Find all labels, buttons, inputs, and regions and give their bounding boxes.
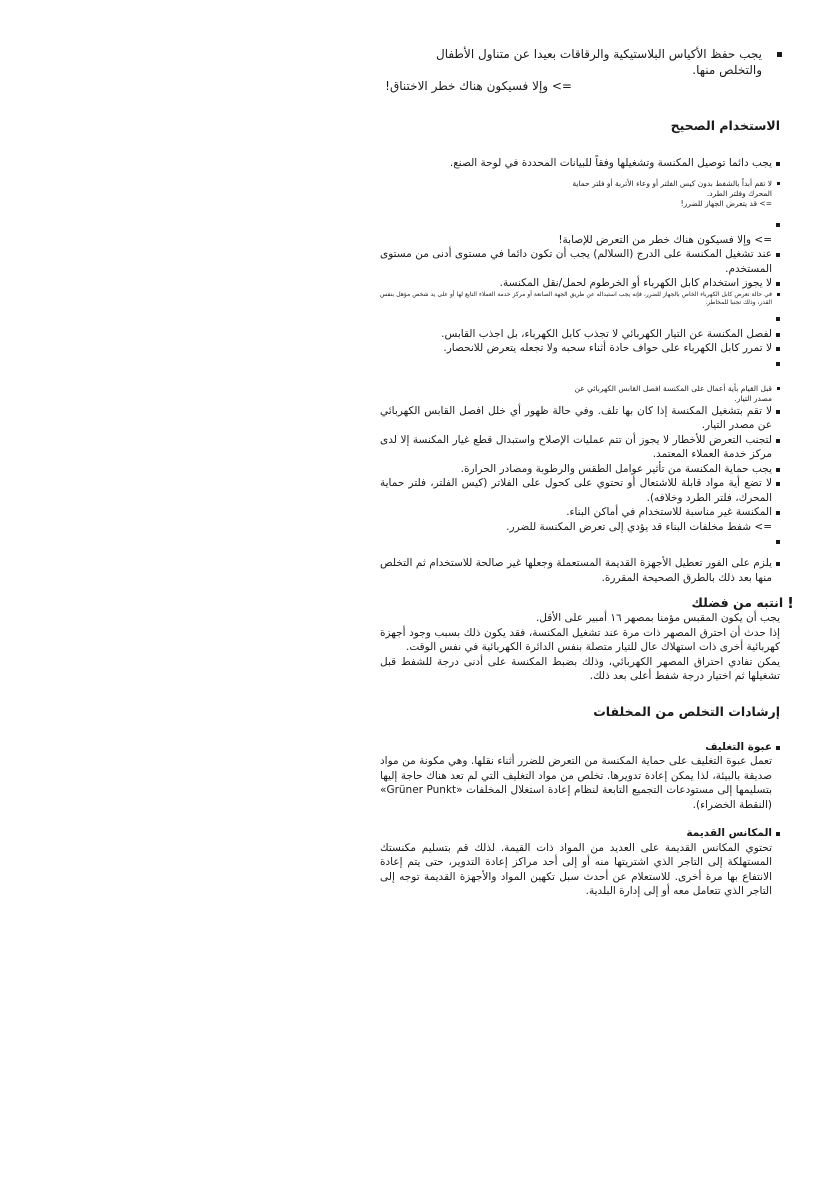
- correct-use-item-10: لا تمرر كابل الكهرباء على حواف حادة أثناء سحبه ولا تجعله يتعرض للانحصار.: [380, 341, 780, 356]
- item-12-line-a: قبل القيام بأية أعمال على المكنسة افصل القابس الكهربائي عن: [574, 383, 772, 393]
- exclamation-icon: !: [787, 594, 794, 612]
- disposal-heading: إرشادات التخلص من المخلفات: [593, 703, 780, 719]
- item-12-line-b: مصدر التيار.: [734, 393, 772, 403]
- intro-line-3: => وإلا فسيكون هناك خطر الاختناق!: [385, 79, 572, 93]
- packaging-text: تعمل عبوة التغليف على حماية المكنسة من التعرض للضرر أثناء نقلها. وهي مكونة من مواد صديقة بالبيئة، لذا يمكن إعادة تدويرها. تخلص من مواد التغليف التي لم تعد هناك حاجة إليها بتسليمها إلى مستودعات التجميع التابعة لنظام إعادة استغلال المخلفات «Grüner Punkt» (النقطة الخضراء).: [380, 755, 772, 811]
- intro-bullet: [380, 46, 780, 94]
- correct-use-empty-bullet-4: [380, 534, 780, 544]
- item-2-line-b: المحرك وفلتر الطرد.: [706, 188, 772, 198]
- item-2-line-c: => قد يتعرض الجهاز للضرر!: [680, 198, 772, 208]
- correct-use-empty-bullet-3: [380, 356, 780, 366]
- correct-use-empty-bullet-1: [380, 217, 780, 227]
- correct-use-item-7: في حالة تعرض كابل الكهرباء الخاص بالجهاز للضرر، فإنه يجب استبداله عن طريق الجهة الصانعة أو مركز خدمة العملاء التابع لها أو على يد شخص مؤهل بنفس القدر، وذلك تجنبا للمخاطر.: [380, 291, 780, 307]
- attention-paragraph-3: يمكن تفادي احتراق المصهر الكهربائي، وذلك بضبط المكنسة على أدنى درجة للشفط قبل تشغيلها ثم اختيار درجة شفط أعلى بعد ذلك.: [380, 655, 780, 682]
- correct-use-heading: الاستخدام الصحيح: [670, 118, 780, 133]
- correct-use-item-1: يجب دائما توصيل المكنسة وتشغيلها وفقاً للبيانات المحددة في لوحة الصنع.: [380, 156, 780, 171]
- old-devices-text: تحتوي المكانس القديمة على العديد من المواد ذات القيمة. لذلك قم بتسليم مكنستك المستهلكة إلى التاجر الذي اشتريتها منه أو إلى أحد مراكز إعادة التدوير، حتى يتم إعادة الانتفاع بها مرة أخرى. للاستعلام عن أحدث سبل تكهين المواد والأجهزة القديمة توجه إلى التاجر الذي تتعامل معه أو إلى إدارة البلدية.: [380, 841, 772, 897]
- attention-paragraph-1: يجب أن يكون المقبس مؤمنا بمصهر ١٦ أمبير على الأقل.: [535, 612, 780, 624]
- attention-paragraph-2: إذا حدث أن احترق المصهر ذات مرة عند تشغيل المكنسة، فقد يكون ذلك بسبب وجود أجهزة كهربائية أخرى ذات استهلاك عال للتيار متصلة بنفس الدائرة الكهربائية في نفس الوقت.: [380, 626, 780, 653]
- item-17-line-b: => شفط مخلفات البناء قد يؤدي إلى تعرض المكنسة للضرر.: [506, 520, 772, 533]
- correct-use-item-4: => وإلا فسيكون هناك خطر من التعرض للإصابة!: [558, 233, 772, 246]
- intro-line-2: والتخلص منها.: [692, 63, 762, 77]
- correct-use-item-2: [380, 179, 780, 209]
- disposal-old-devices: [380, 826, 780, 899]
- packaging-title: عبوة التغليف: [705, 740, 772, 753]
- correct-use-item-19: يلزم على الفور تعطيل الأجهزة القديمة المستعملة وجعلها غير صالحة للاستخدام ثم التخلص منها بعد ذلك بالطرق الصحيحة المقررة.: [380, 556, 780, 585]
- attention-heading: [380, 595, 794, 611]
- correct-use-empty-bullet-2: [380, 311, 780, 321]
- item-17-line-a: المكنسة غير مناسبة للاستخدام في أماكن البناء.: [566, 506, 772, 518]
- correct-use-item-15: يجب حماية المكنسة من تأثير عوامل الطقس والرطوبة ومصادر الحرارة.: [380, 462, 780, 477]
- correct-use-item-12: [380, 384, 780, 404]
- correct-use-item-14: لتجنب التعرض للأخطار لا يجوز أن تتم عمليات الإصلاح واستبدال قطع غيار المكنسة إلا لدى مركز خدمة العملاء المعتمد.: [380, 433, 780, 462]
- disposal-packaging: [380, 740, 780, 813]
- correct-use-item-6: لا يجوز استخدام كابل الكهرباء أو الخرطوم لحمل/نقل المكنسة.: [380, 276, 780, 291]
- correct-use-item-17: [380, 505, 780, 534]
- correct-use-item-13: لا تقم بتشغيل المكنسة إذا كان بها تلف. وفي حالة ظهور أي خلل افصل القابس الكهربائي عن مصدر التيار.: [380, 404, 780, 433]
- attention-title: انتبه من فضلك: [691, 595, 784, 610]
- correct-use-item-9: لفصل المكنسة عن التيار الكهربائي لا تجذب كابل الكهرباء، بل اجذب القابس.: [380, 327, 780, 342]
- correct-use-item-16: لا تضع أية مواد قابلة للاشتعال أو تحتوي على كحول على الفلاتر (كيس الفلتر، فلتر حماية المحرك، فلتر الطرد وخلافه).: [380, 476, 780, 505]
- item-2-line-a: لا تقم أبداً بالشفط بدون كيس الفلتر أو وعاء الأتربة أو فلتر حماية: [572, 178, 772, 188]
- old-devices-title: المكانس القديمة: [686, 827, 772, 839]
- correct-use-item-5: عند تشغيل المكنسة على الدرج (السلالم) يجب أن تكون دائما في مستوى أدنى من مستوى المستخدم.: [380, 247, 780, 276]
- intro-line-1: يجب حفظ الأكياس البلاستيكية والرقاقات بعيدا عن متناول الأطفال: [435, 47, 762, 61]
- text-column: [380, 46, 794, 899]
